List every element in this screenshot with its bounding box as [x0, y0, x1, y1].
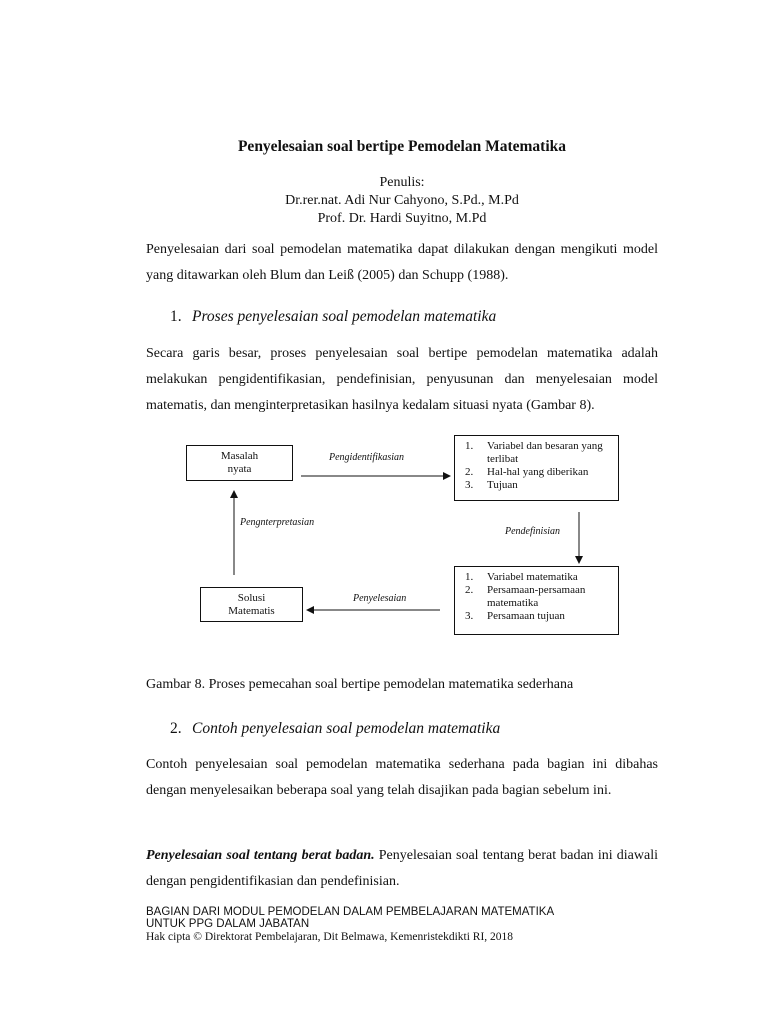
figure-caption: Gambar 8. Proses pemecahan soal bertipe pemodelan matematika sederhana	[146, 677, 574, 692]
label-identify: Pengidentifikasian	[329, 452, 404, 463]
footer-copyright: Hak cipta © Direktorat Pembelajaran, Dit Belmawa, Kemenristekdikti RI, 2018	[146, 931, 514, 943]
label-interpret: Pengnterpretasian	[240, 517, 315, 528]
sub-paragraph-text: Penyelesaian soal tentang berat badan ini diawali dengan pengidentifikasian dan pendefinisian.	[146, 848, 658, 889]
box-define-results	[454, 566, 619, 635]
sub-heading-bold: Penyelesaian soal tentang berat badan.	[146, 848, 375, 863]
box-solusi-matematis	[200, 587, 303, 622]
section-1-body: Secara garis besar, proses penyelesaian soal bertipe pemodelan matematika adalah melakukan pengidentifikasian, pendefinisian, penyusunan dan menyelesaian model matematis, dan menginterpretasikan hasilnya kedalam situasi nyata (Gambar 8).	[146, 346, 658, 413]
box-solusi-line1: Solusi	[237, 591, 266, 604]
label-define: Pendefinisian	[505, 526, 560, 537]
list-item: 3. Persamaan tujuan	[465, 610, 565, 622]
list-item: 3. Tujuan	[465, 479, 518, 491]
footer-line-1: BAGIAN DARI MODUL PEMODELAN DALAM PEMBELAJARAN MATEMATIKA	[146, 906, 555, 918]
authors-label: Penulis:	[379, 175, 425, 190]
section-2-title: Contoh penyelesaian soal pemodelan matematika	[192, 720, 501, 737]
list-item: 2. Hal-hal yang diberikan	[465, 466, 589, 478]
document-title: Penyelesaian soal bertipe Pemodelan Matematika	[237, 138, 567, 155]
section-1-heading	[170, 308, 650, 326]
box-masalah-line2: nyata	[227, 463, 252, 475]
section-2-sub-paragraph	[146, 843, 658, 895]
label-solve: Penyelesaian	[353, 593, 407, 604]
footer-line-2: UNTUK PPG DALAM JABATAN	[146, 918, 310, 930]
list-item: 1. Variabel dan besaran yang terlibat	[465, 440, 603, 465]
box-identify-results	[454, 435, 619, 501]
list-item: 2. Persamaan-persamaan matematika	[465, 584, 586, 609]
box-solusi-line2: Matematis	[228, 604, 275, 617]
section-2-body: Contoh penyelesaian soal pemodelan matematika sederhana pada bagian ini dibahas dengan menyelesaikan beberapa soal yang telah disajikan pada bagian sebelum ini.	[146, 757, 658, 798]
box-masalah-line1: Masalah	[220, 450, 259, 462]
section-1-number: 1.	[170, 308, 182, 325]
intro-paragraph: Penyelesaian dari soal pemodelan matematika dapat dilakukan dengan mengikuti model yang ditawarkan oleh Blum dan Leiß (2005) dan Schupp (1988).	[146, 242, 658, 283]
box-masalah-nyata	[186, 445, 293, 481]
page-footer	[146, 906, 666, 943]
section-2-number: 2.	[170, 720, 182, 737]
list-item: 1. Variabel matematika	[465, 571, 578, 583]
section-1-title: Proses penyelesaian soal pemodelan matematika	[192, 308, 497, 325]
section-2-heading	[170, 720, 650, 738]
author-1: Dr.rer.nat. Adi Nur Cahyono, S.Pd., M.Pd	[285, 193, 519, 208]
authors-block	[146, 174, 658, 228]
author-2: Prof. Dr. Hardi Suyitno, M.Pd	[317, 211, 487, 226]
